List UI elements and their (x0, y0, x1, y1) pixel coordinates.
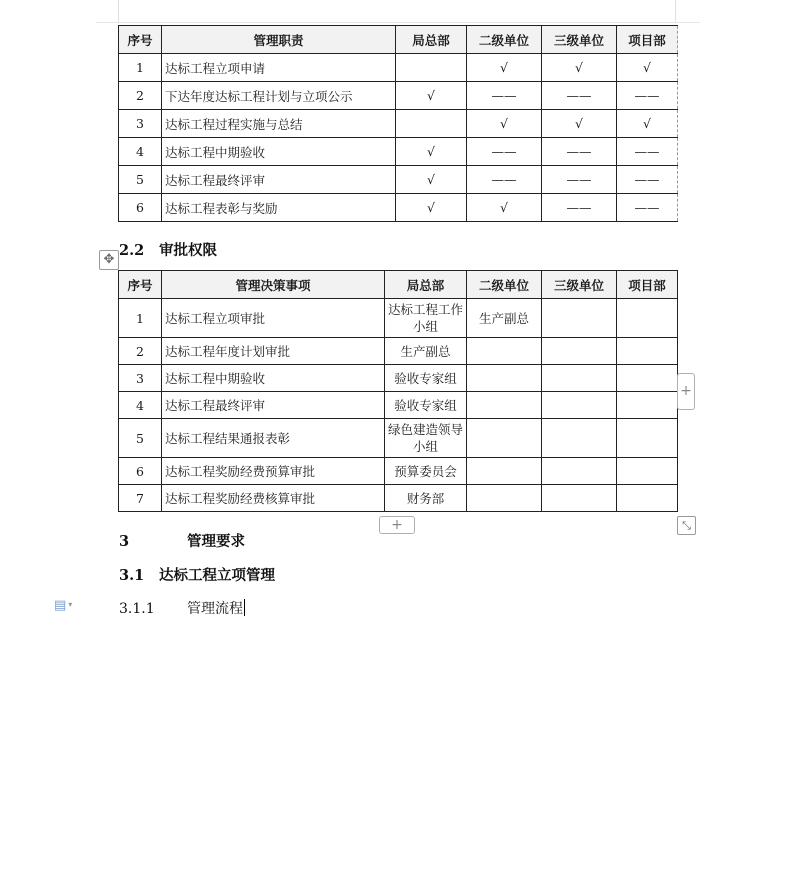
table-cell[interactable]: √ (617, 110, 678, 138)
header-cell-level2[interactable]: 二级单位 (467, 26, 542, 54)
header-cell-level2[interactable]: 二级单位 (467, 271, 542, 299)
table-cell[interactable] (542, 419, 617, 458)
table-cell[interactable]: √ (467, 194, 542, 222)
table-cell[interactable] (542, 392, 617, 419)
table-header-row (119, 26, 678, 54)
section-title: 达标工程立项管理 (159, 567, 275, 584)
table-cell[interactable] (542, 485, 617, 512)
table-cell[interactable]: √ (542, 54, 617, 82)
table-cell[interactable]: 7 (119, 485, 162, 512)
table-cell[interactable]: 生产副总 (385, 338, 467, 365)
document-icon: ▤ (54, 598, 67, 613)
header-cell-project[interactable]: 项目部 (617, 26, 678, 54)
section-number: 3.1 (119, 567, 145, 584)
table-cell[interactable] (617, 458, 678, 485)
table-cell[interactable]: —— (617, 194, 678, 222)
table-cell[interactable] (617, 419, 678, 458)
table-cell[interactable] (542, 299, 617, 338)
header-cell-project[interactable]: 项目部 (617, 271, 678, 299)
section-heading-3-1-1[interactable] (119, 598, 245, 618)
table-row (119, 194, 678, 222)
table-cell[interactable]: 2 (119, 338, 162, 365)
add-column-button[interactable]: + (677, 373, 695, 410)
header-cell-level3[interactable]: 三级单位 (542, 26, 617, 54)
table-cell[interactable]: 4 (119, 392, 162, 419)
section-heading-3-1[interactable] (119, 564, 275, 585)
table-row (119, 365, 678, 392)
table-cell[interactable]: —— (542, 194, 617, 222)
header-cell-hq[interactable]: 局总部 (385, 271, 467, 299)
table-row (119, 138, 678, 166)
table-cell[interactable] (617, 392, 678, 419)
table-cell[interactable]: 6 (119, 458, 162, 485)
table-row (119, 54, 678, 82)
table-cell[interactable]: √ (396, 166, 467, 194)
table-cell[interactable]: 达标工程年度计划审批 (162, 338, 385, 365)
table-cell[interactable]: 达标工程奖励经费核算审批 (162, 485, 385, 512)
table-row (119, 485, 678, 512)
table-cell[interactable]: √ (396, 82, 467, 110)
table-cell[interactable]: √ (617, 54, 678, 82)
table-cell[interactable]: 2 (119, 82, 162, 110)
table-cell[interactable]: 5 (119, 166, 162, 194)
table-cell[interactable] (617, 338, 678, 365)
header-cell-index[interactable]: 序号 (119, 26, 162, 54)
section-heading-2-2[interactable] (119, 239, 217, 260)
table-resize-handle[interactable]: ⤡ (677, 516, 696, 535)
table-cell[interactable]: —— (467, 82, 542, 110)
table-cell[interactable] (467, 419, 542, 458)
section-title: 审批权限 (159, 242, 217, 259)
table-cell[interactable] (467, 365, 542, 392)
table-cell[interactable]: 达标工程最终评审 (162, 392, 385, 419)
table-row (119, 419, 678, 458)
section-heading-3[interactable] (119, 530, 245, 551)
table-cell[interactable]: 财务部 (385, 485, 467, 512)
table-cell[interactable]: √ (467, 110, 542, 138)
table-row (119, 299, 678, 338)
table-cell[interactable]: 6 (119, 194, 162, 222)
table-cell[interactable]: 达标工程立项审批 (162, 299, 385, 338)
header-cell-index[interactable]: 序号 (119, 271, 162, 299)
table-cell[interactable]: 下达年度达标工程计划与立项公示 (162, 82, 396, 110)
table-cell[interactable]: —— (617, 138, 678, 166)
table-cell[interactable]: √ (467, 54, 542, 82)
table-cell[interactable]: 4 (119, 138, 162, 166)
table-cell[interactable]: —— (467, 138, 542, 166)
chevron-down-icon: ▾ (68, 600, 73, 609)
table-row (119, 392, 678, 419)
section-title: 管理要求 (187, 533, 245, 550)
table-cell[interactable] (467, 458, 542, 485)
table-cell[interactable]: 达标工程结果通报表彰 (162, 419, 385, 458)
table-cell[interactable]: 1 (119, 299, 162, 338)
table-cell[interactable]: 达标工程工作小组 (385, 299, 467, 338)
table-cell[interactable] (467, 485, 542, 512)
table-cell[interactable]: 验收专家组 (385, 365, 467, 392)
table-cell[interactable]: 达标工程奖励经费预算审批 (162, 458, 385, 485)
section-number: 3.1.1 (119, 601, 155, 617)
table-cell[interactable]: 3 (119, 365, 162, 392)
table-cell[interactable]: 达标工程立项申请 (162, 54, 396, 82)
table-cell[interactable]: 1 (119, 54, 162, 82)
table-cell[interactable] (396, 54, 467, 82)
table-row (119, 458, 678, 485)
add-row-button[interactable]: + (379, 516, 415, 534)
table-cell[interactable] (617, 485, 678, 512)
section-number: 3 (119, 533, 130, 550)
table-cell[interactable] (467, 392, 542, 419)
approval-authority-table (118, 270, 678, 512)
table-cell[interactable]: 达标工程中期验收 (162, 138, 396, 166)
header-cell-level3[interactable]: 三级单位 (542, 271, 617, 299)
table-move-handle[interactable]: ✥ (99, 250, 119, 270)
table-cell[interactable]: 3 (119, 110, 162, 138)
table-cell[interactable] (617, 299, 678, 338)
table-cell[interactable]: 达标工程最终评审 (162, 166, 396, 194)
table-cell[interactable]: 绿色建造领导小组 (385, 419, 467, 458)
table-cell[interactable]: —— (542, 166, 617, 194)
table-row (119, 338, 678, 365)
header-cell-responsibility[interactable]: 管理职责 (162, 26, 396, 54)
text-cursor (244, 599, 245, 616)
header-cell-hq[interactable]: 局总部 (396, 26, 467, 54)
table-cell[interactable]: √ (396, 138, 467, 166)
table-cell[interactable]: 验收专家组 (385, 392, 467, 419)
table-cell[interactable]: 达标工程过程实施与总结 (162, 110, 396, 138)
table-cell[interactable] (617, 365, 678, 392)
table-cell[interactable]: √ (542, 110, 617, 138)
table-cell[interactable]: —— (467, 166, 542, 194)
table-cell[interactable] (396, 110, 467, 138)
table-cell[interactable] (467, 338, 542, 365)
table-cell[interactable] (542, 458, 617, 485)
section-number: 2.2 (119, 242, 145, 259)
responsibility-table (118, 25, 678, 222)
header-cell-decision-item[interactable]: 管理决策事项 (162, 271, 385, 299)
table-header-row (119, 271, 678, 299)
table-row (119, 82, 678, 110)
page-margin-guide-top (96, 22, 700, 23)
table-cell[interactable]: 达标工程中期验收 (162, 365, 385, 392)
table-cell[interactable]: —— (617, 82, 678, 110)
table-cell[interactable]: √ (396, 194, 467, 222)
table-row (119, 166, 678, 194)
page-margin-guide-left (118, 0, 119, 22)
table-cell[interactable]: 生产副总 (467, 299, 542, 338)
table-cell[interactable]: 预算委员会 (385, 458, 467, 485)
table-cell[interactable]: —— (542, 82, 617, 110)
table-cell[interactable]: —— (617, 166, 678, 194)
paragraph-style-icon[interactable] (54, 598, 72, 613)
table-cell[interactable] (542, 338, 617, 365)
table-cell[interactable] (542, 365, 617, 392)
table-cell[interactable]: 达标工程表彰与奖励 (162, 194, 396, 222)
section-title: 管理流程 (187, 601, 243, 617)
table-cell[interactable]: —— (542, 138, 617, 166)
table-cell[interactable]: 5 (119, 419, 162, 458)
table-row (119, 110, 678, 138)
page-margin-guide-right (675, 0, 676, 22)
